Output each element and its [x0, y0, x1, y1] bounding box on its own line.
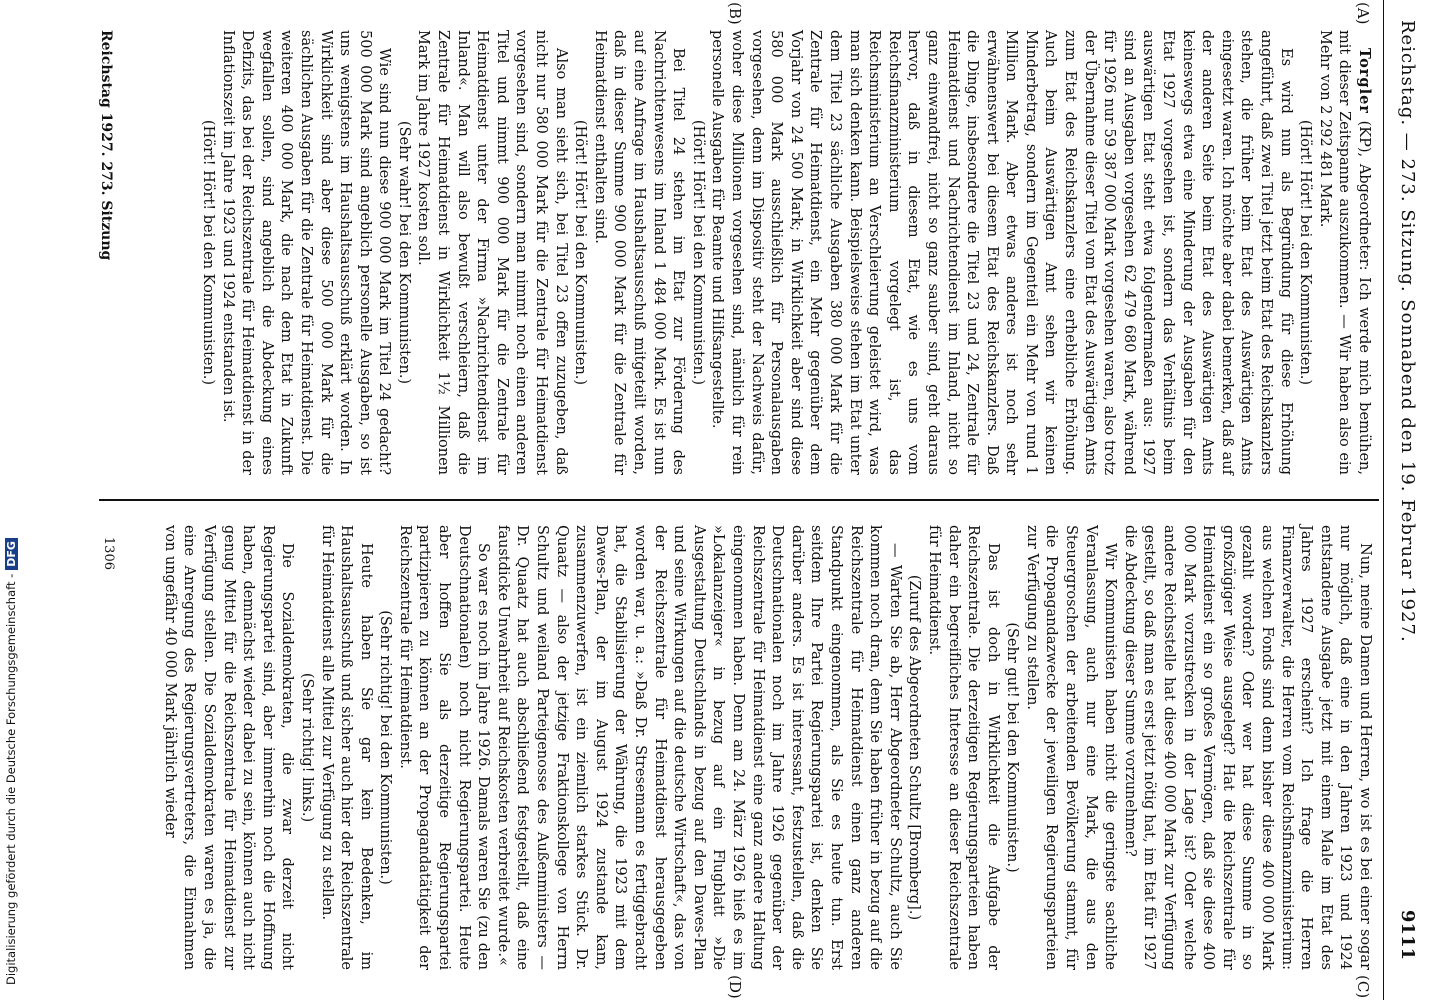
digitization-text: Digitalisierung gefördert durch die Deutsche Forschungsgemeinschaft -: [4, 573, 18, 985]
margin-mark-b: (B): [726, 2, 744, 25]
speaker-name: Torgler: [1356, 48, 1373, 114]
paragraph: [707, 30, 1295, 475]
interjection: (Hört! Hört! bei den Kommunisten.): [199, 119, 216, 386]
paragraph-text: Das ist doch in Wirklichkeit die Aufgabe der Reichszentrale. Die derzeitigen Regierungsparteien haben daher ein begreifliches Interesse an dieser Reichszentrale für Heimatdienst.: [925, 525, 1001, 970]
interjection: (Hört! Hört! bei den Kommunisten.): [1297, 119, 1314, 386]
paragraph-text: Die Sozialdemokraten, die zwar derzeit nicht Regierungspartei sind, aber immerhin noch die Hoffnung haben, demnächst wieder dabei zu sein, können auch nicht genug Mittel für die Reichszentrale für Heimatdienst zur Verfügung stellen. Die Sozialdemokraten waren es ja, die eine Anregung des Regierungsvertreters, die Einnahmen von ungefähr 40 000 Mark jährlich wieder: [161, 525, 296, 970]
paragraph: [1119, 525, 1374, 970]
paragraph: [413, 30, 570, 475]
margin-mark-c: (C): [1354, 975, 1372, 999]
paragraph-text: Bei Titel 24 stehen im Etat zur Förderung des Nachrichtenwesens im Inland 1 484 000 Mark. Es ist nun auf eine Anfrage im Haushaltsausschuß mitgeteilt worden, daß in dieser Summe 900 000 Mark für die Zentrale für Heimatdienst enthalten sind.: [591, 30, 687, 475]
interjection: (Hört! Hört! bei den Kommunisten.): [572, 119, 589, 386]
paragraph-text: So war es noch im Jahre 1926. Damals waren Sie (zu den Deutschnationalen) noch nicht Regierungspartei. Heute aber hoffen Sie als derzeitige Regierungspartei partizipieren zu können an der Propagandatätigkeit der Reichszentrale für Heimatdienst.: [396, 525, 492, 970]
paragraph-text: — Warten Sie ab, Herr Abgeordneter Schultz, auch Sie kommen noch dran, denn Sie haben früher in bezug auf die Reichszentrale für Heimatdienst einen ganz anderen Standpunkt eingenommen, als Sie es heute tun. Erst seitdem Ihre Partei Regierungspartei ist, denken Sie darüber anders. Es ist interessant, festzustellen, daß die Deutschnationalen noch im Jahre 1926 gegenüber der Reichszentrale für Heimatdienst eine ganz andere Haltung eingenommen haben. Denn am 24. März 1926 hieß es im »Lokalanzeiger« in bezug auf ein Flugblatt »Die Ausgestaltung Deutschlands in bezug auf den Dawes-Plan und seine Wirkungen auf die deutsche Wirtschaft«, das von der Reichszentrale für Heimatdienst herausgegeben worden war, u. a.: »Daß Dr. Stresemann es fertiggebracht hat, die Stabilisierung der Währung, die 1923 mit dem Dawes-Plan, der im August 1924 zustande kam, zusammenzuwerfen, ist ein ziemlich starkes Stück. Dr. Quaatz — also der jetzige Fraktionskollege von Herrn Schultz und weiland Parteigenosse des Außenministers — Dr. Quaatz hat auch abschließend festgestellt, daß eine faustdicke Unwahrheit auf Reichskosten verbreitet wurde.«: [494, 525, 903, 970]
right-column: [159, 525, 1374, 970]
interjection: (Sehr wahr! bei den Kommunisten.): [395, 120, 412, 385]
header-page-number: 9111: [1397, 909, 1418, 960]
dfg-logo: DFG: [5, 538, 18, 570]
margin-mark-a: (A): [1354, 2, 1372, 25]
paragraph: [159, 525, 296, 970]
paragraph: [1021, 525, 1119, 970]
paragraph: [394, 525, 492, 970]
paragraph-text: Nun, meine Damen und Herren, wo ist es bei einer sogar nur möglich, daß eine in den Jahren 1923 und 1924 entstandene Ausgabe jetzt mit einem Male im Etat des Jahres 1927 erscheint? Ich frage die Herren Finanzverwalter, die Herren vom Reichsfinanzministerium: aus welchen Fonds sind denn bisher diese 400 000 Mark gezahlt worden? Oder wer hat diese Summe in so großzügiger Weise ausgelegt? Hat die Reichszentrale für Heimatdienst ein so großes Vermögen, daß sie diese 400 000 Mark vorzustrecken in der Lage ist? Oder welche andere Reichsstelle hat diese 400 000 Mark zur Verfügung gestellt, so daß man es erst jetzt nötig hat, im Etat für 1927 die Abdeckung dieser Summe vorzunehmen?: [1121, 525, 1373, 970]
paragraph: [923, 525, 1001, 970]
header-title: Reichstag. — 273. Sitzung. Sonnabend den 19. Februar 1927.: [1397, 20, 1418, 643]
paragraph: [217, 30, 393, 475]
paragraph: [492, 525, 903, 970]
paragraph-text: Also man sieht sich, bei Titel 23 offen zuzugeben, daß nicht nur 580 000 Mark für die Zentrale für Heimatdienst vorgesehen sind, sondern man nimmt noch einen anderen Titel und nimmt 900 000 Mark für die Zentrale für Heimatdienst unter der Firma »Nachrichtendienst im Inland«. Man will also bewußt verschleiern, daß die Zentrale für Heimatdienst in Wirklichkeit 1½ Millionen Mark im Jahre 1927 kosten soll.: [415, 30, 569, 475]
footer-session: Reichstag 1927. 273. Sitzung: [98, 30, 114, 261]
paragraph-text: Es wird nun als Begründung für diese Erhöhung angeführt, daß zwei Titel jetzt beim Etat des Reichskanzlers stehen, die früher beim Etat des Auswärtigen Amts eingesetzt waren. Ich möchte aber dabei bemerken, daß auf der anderen Seite beim Etat des Auswärtigen Amts keineswegs etwa eine Minderung der Ausgaben für den Etat 1927 vorgesehen ist, sondern das Verhältnis beim auswärtigen Etat steht etwa folgendermaßen aus: 1927 sind an Ausgaben vorgesehen 62 479 680 Mark, während für 1926 nur 59 387 000 Mark vorgesehen waren, also trotz der Übernahme dieser Titel vom Etat des Auswärtigen Amts zum Etat des Reichskanzlers eine erhebliche Erhöhung. Auch beim Auswärtigen Amt sehen wir keinen Minderbetrag, sondern im Gegenteil ein Mehr von rund 1 Million Mark. Aber etwas anderes ist noch sehr erwähnenswert bei diesem Etat des Reichskanzlers. Daß die Dinge, insbesondere die Titel 23 und 24, Zentrale für Heimatdienst und Nachrichtendienst im Inland, nicht so ganz einwandfrei, nicht so ganz sauber sind, geht daraus hervor, daß in diesem Etat, wie es uns vom Reichsfinanzministerium vorgelegt ist, das Reichsministerium an Verschleierung geleistet wird, was man sich denken kann. Beispielsweise stehen im Etat unter dem Titel 23 sächliche Ausgaben 380 000 Mark für die Zentrale für Heimatdienst, ein Mehr gegenüber dem Vorjahr von 24 500 Mark; in Wirklichkeit aber sind diese 580 000 Mark ausschließlich für Personalausgaben vorgesehen, denn im Dispositiv steht der Nachweis dafür, woher diese Millionen vorgesehen sind, nämlich für rein personelle Ausgaben für Beamte und Hilfsangestellte.: [709, 30, 1294, 475]
margin-mark-d: (D): [726, 975, 744, 999]
column-divider: [99, 499, 1379, 501]
page-header: [1383, 0, 1424, 1000]
interjection: (Sehr gut! bei den Kommunisten.): [1004, 622, 1021, 873]
interjection: (Zuruf des Abgeordneten Schultz [Bromberg].): [906, 574, 923, 921]
interjection: (Hört! Hört! bei den Kommunisten.): [689, 119, 706, 386]
paragraph: [589, 30, 687, 475]
paragraph-text: Wir Kommunisten haben nicht die geringste sachliche Veranlassung, auch nur eine Mark, die aus den Steuergroschen der arbeitenden Bevölkerung stammt, für die Propagandazwecke der jeweiligen Regierungsparteien zur Verfügung zu stellen.: [1023, 525, 1119, 970]
interjection: (Sehr richtig! bei den Kommunisten.): [377, 610, 394, 885]
paragraph: [316, 525, 375, 970]
paragraph-text: (KP), Abgeordneter: Ich werde mich bemühen, mit dieser Zeitspanne auszukommen. — Wir haben also ein Mehr von 2 292 481 Mark.: [1316, 30, 1372, 475]
paragraph-text: Wie sind nun diese 900 000 Mark im Titel 24 gedacht? 500 000 Mark sind angeblich personelle Ausgaben, so ist uns wenigstens im Haushaltsausschuß erklärt worden. In Wirklichkeit sind aber diese 500 000 Mark für die sächlichen Ausgaben für die Zentrale für Heimatdienst. Die weiteren 400 000 Mark, die nach dem Etat in Zukunft wegfallen sollen, sind angeblich die Abdeckung eines Defizits, das bei der Reichszentrale für Heimatdienst in der Inflationszeit im Jahre 1923 und 1924 entstanden ist.: [219, 30, 393, 475]
footer-page-number: 1306: [101, 536, 116, 570]
interjection: (Sehr richtig! links.): [298, 672, 315, 823]
paragraph: [1314, 30, 1374, 475]
left-column: [197, 30, 1374, 475]
paragraph-text: Heute haben Sie gar kein Bedenken, im Haushaltsausschuß und sicher auch hier der Reichszentrale für Heimatdienst alle Mittel zur Verfügung zu stellen.: [318, 525, 374, 970]
digitization-note: [4, 0, 24, 1000]
rotated-page: [54, 0, 1434, 1000]
